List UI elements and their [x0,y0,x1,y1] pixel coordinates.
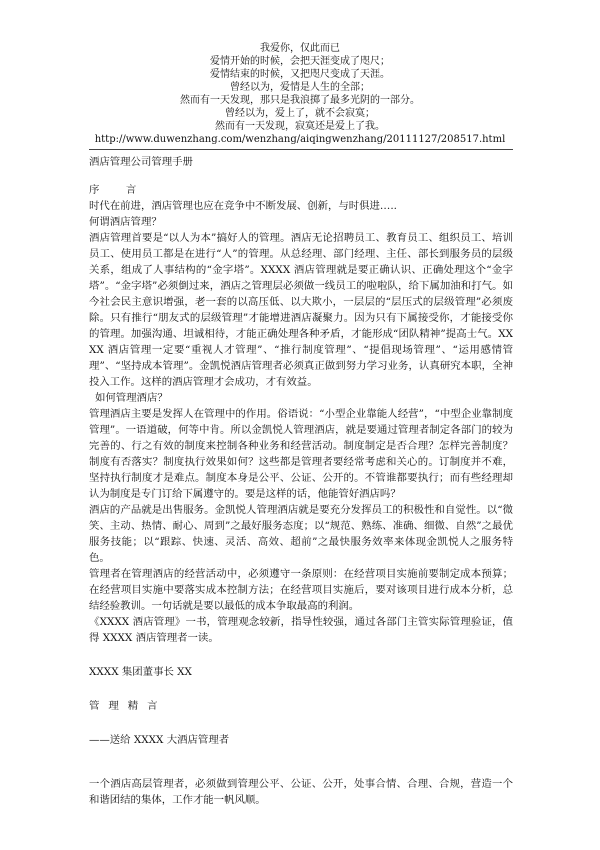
document-title: 酒店管理公司管理手册 [89,156,193,168]
poem-line: 我爱你，仅此而已 [260,43,340,54]
paragraph-maxim-1: 一个酒店高层管理者，必须做到管理公平、公证、公开，处事合情、合理、合规，营造一个和谐团结的集体，工作才能一帆风顺。 [89,778,513,806]
maxims-heading: 管理精言 [89,700,167,712]
poem-line: 爱情开始的时候，会把天涯变成了咫尺； [210,56,390,67]
poem-line: 曾经以为，爱情是人生的全部； [230,82,370,93]
poem-line: 然而有一天发现，那只是我浪掷了最多光阴的一部分。 [180,95,420,106]
preface-heading: 序 言 [89,184,137,196]
paragraph-cost-control: 管理者在管理酒店的经营活动中，必须遵守一条原则：在经营项目实施前要制定成本预算；在经营项目实施中要落实成本控制方法；在经营项目实施后，要对该项目进行成本分析，总结经验教训。一句话就是要以最低的成本争取最高的利润。 [89,568,513,612]
paragraph-system-management: 管理酒店主要是发挥人在管理中的作用。俗语说：“小型企业靠能人经营”，“中型企业靠制度管理”。一语道破，何等中肯。所以金凯悦人管理酒店，就是要通过管理者制定各部门的较为完善的、行之有效的制度来控制各种业务和经营活动。制度制定是否合理？怎样完善制度？制度有否落实？制度执行效果如何？这些都是管理者要经常考虑和关心的。订制度并不难，坚持执行制度才是难点。制度本身是公平、公证、公开的。不管谁都要执行；而有些经理却认为制度是专门订给下属遵守的。要是这样的话，他能管好酒店吗？ [89,408,513,500]
poem-line: 然而有一天发现，寂寞还是爱上了我。 [215,121,385,132]
document-body [89,154,513,808]
question-how-to-manage: 如何管理酒店？ [95,392,168,404]
preface-intro: 时代在前进，酒店管理也应在竞争中不断发展、创新，与时俱进….. [89,200,397,212]
poem-line: 爱情结束的时候，又把咫尺变成了天涯。 [210,69,390,80]
question-what-is-hotel-management: 何谓酒店管理？ [89,216,162,228]
paragraph-people-management: 酒店管理首要是“以人为本”搞好人的管理。酒店无论招聘员工、教育员工、组织员工、培训员工、使用员工都是在进行“人”的管理。从总经理、部门经理、主任、部长到服务员的层级关系，组成了人事结构的“金字塔”。XXXX 酒店管理就是要正确认识、正确处理这个“金字塔”。“金字塔”必须倒过来，酒店之管理层必须做一线员工的啦啦队，给下属加油和打气。如今社会民主意识增强，老一套的以高压低、以大欺小，一层层的“层压式的层级管理”必须废除。只有推行“朋友式的层级管理”才能增进酒店凝聚力。因为只有下属接受你，才能接受你的管理。加强沟通、坦诚相待，才能正确处理各种矛盾，才能形成“团队精神”提高士气。XXXX 酒店管理一定要“重视人才管理”、“推行制度管理”、“提倡现场管理”、“运用感情管理”、“坚持成本管理”。金凯悦酒店管理者必须真正做到努力学习业务，认真研究本职，全神投入工作。这样的酒店管理才会成功，才有效益。 [89,232,513,388]
poem-line: 曾经以为，爱上了，就不会寂寞； [225,108,375,119]
header-divider [89,149,513,150]
paragraph-recommendation: 《XXXX 酒店管理》一书，管理观念较新，指导性较强，通过各部门主管实际管理验证，值得 XXXX 酒店管理者一读。 [89,616,513,644]
signature: XXXX 集团董事长 XX [89,666,192,678]
dedication: ——送给 XXXX 大酒店管理者 [89,734,230,746]
paragraph-service: 酒店的产品就是出售服务。金凯悦人管理酒店就是要充分发挥员工的积极性和自觉性。以“微笑、主动、热情、耐心、周到”之最好服务态度；以“规范、熟练、准确、细微、自然”之最优服务技能；以“跟踪、快速、灵活、高效、超前”之最快服务效率来体现金凯悦人之服务特色。 [89,504,513,564]
poem-header [0,42,600,146]
source-url: http://www.duwenzhang.com/wenzhang/aiqingwenzhang/20111127/208517.html [94,134,506,145]
